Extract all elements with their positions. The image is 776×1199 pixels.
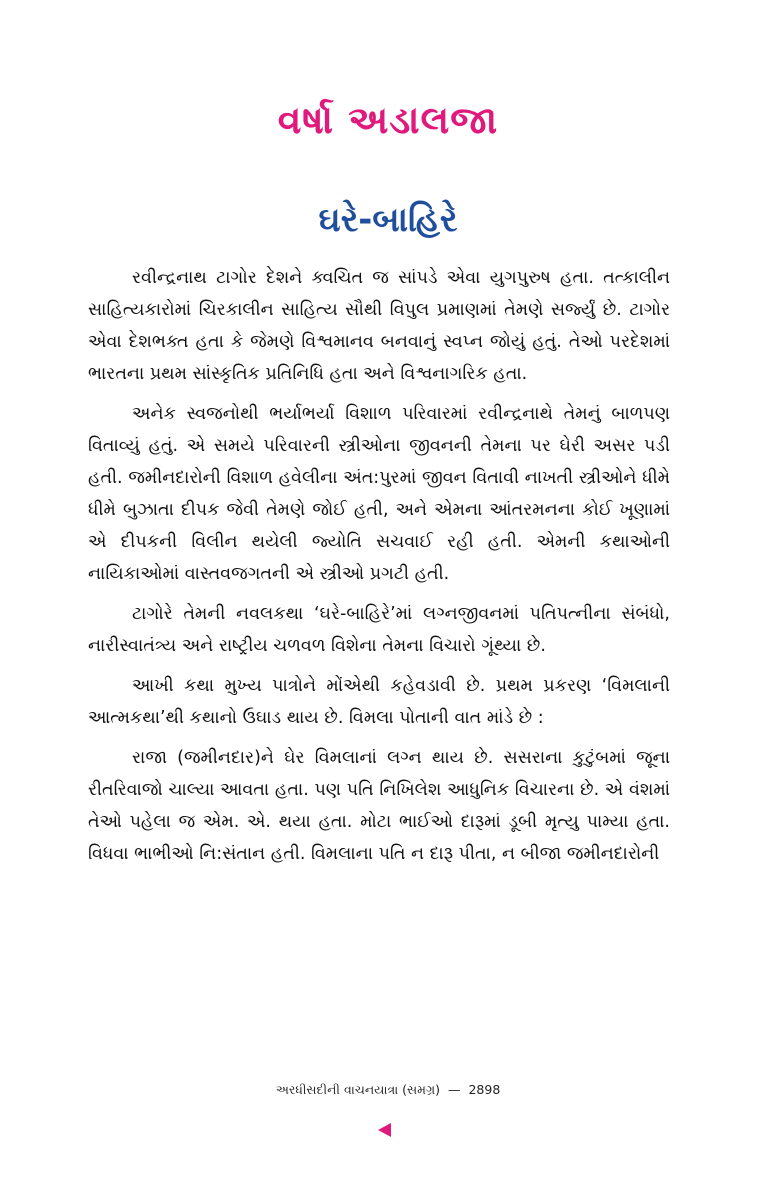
left-triangle-arrow-icon[interactable]	[378, 1123, 391, 1137]
page-footer	[0, 1082, 776, 1098]
paragraph-5: રાજા (જમીનદાર)ને ઘેર વિમલાનાં લગ્ન થાય છે. સસરાના કુટુંબમાં જૂના રીતરિવાજો ચાલ્યા આવતા હતા. પણ પતિ નિખિલેશ આધુનિક વિચારના છે. એ વંશમાં તેઓ પહેલા જ એમ. એ. થયા હતા. મોટા ભાઈઓ દારૂમાં ડૂબી મૃત્યુ પામ્યા હતા. વિધવા ભાભીઓ નિ:સંતાન હતી. વિમલાના પતિ ન દારૂ પીતા, ન બીજા જમીનદારોની	[88, 748, 670, 864]
page-number: 2898	[468, 1082, 501, 1097]
author-name: વર્ષા અડાલજા	[277, 98, 499, 142]
paragraph-3: ટાગોરે તેમની નવલકથા ‘ઘરે-બાહિરે’માં લગ્નજીવનમાં પતિપત્નીના સંબંધો, નારીસ્વાતંત્ર્ય અને રાષ્ટ્રીય ચળવળ વિશેના તેમના વિચારો ગૂંથ્યા છે.	[88, 604, 670, 656]
footer-separator: —	[447, 1082, 461, 1097]
book-title: અરધીસદીની વાચનયાત્રા (સમગ્ર)	[275, 1082, 440, 1097]
body-text	[88, 262, 670, 878]
chapter-title: ઘરે-બાહિરે	[318, 200, 458, 240]
paragraph-4: આખી કથા મુખ્ય પાત્રોને મોંએથી કહેવડાવી છે. પ્રથમ પ્રકરણ ‘વિમલાની આત્મકથા’થી કથાનો ઉઘાડ થાય છે. વિમલા પોતાની વાત માંડે છે :	[88, 676, 670, 728]
paragraph-2: અનેક સ્વજનોથી ભર્યાભર્યા વિશાળ પરિવારમાં રવીન્દ્રનાથે તેમનું બાળપણ વિતાવ્યું હતું. એ સમયે પરિવારની સ્ત્રીઓના જીવનની તેમના પર ઘેરી અસર પડી હતી. જમીનદારોની વિશાળ હવેલીના અંત:પુરમાં જીવન વિતાવી નાખતી સ્ત્રીઓને ધીમે ધીમે બુઝાતા દીપક જેવી તેમણે જોઈ હતી, અને એમના આંતરમનના કોઈ ખૂણામાં એ દીપકની વિલીન થયેલી જ્યોતિ સચવાઈ રહી હતી. એમની કથાઓની નાયિકાઓમાં વાસ્તવજગતની એ સ્ત્રીઓ પ્રગટી હતી.	[88, 404, 670, 584]
paragraph-1: રવીન્દ્રનાથ ટાગોર દેશને ક્વચિત જ સાંપડે એવા યુગપુરુષ હતા. તત્કાલીન સાહિત્યકારોમાં ચિરકાલીન સાહિત્ય સૌથી વિપુલ પ્રમાણમાં તેમણે સર્જ્યું છે. ટાગોર એવા દેશભક્ત હતા કે જેમણે વિશ્વમાનવ બનવાનું સ્વપ્ન જોયું હતું. તેઓ પરદેશમાં ભારતના પ્રથમ સાંસ્કૃતિક પ્રતિનિધિ હતા અને વિશ્વનાગરિક હતા.	[88, 268, 670, 384]
